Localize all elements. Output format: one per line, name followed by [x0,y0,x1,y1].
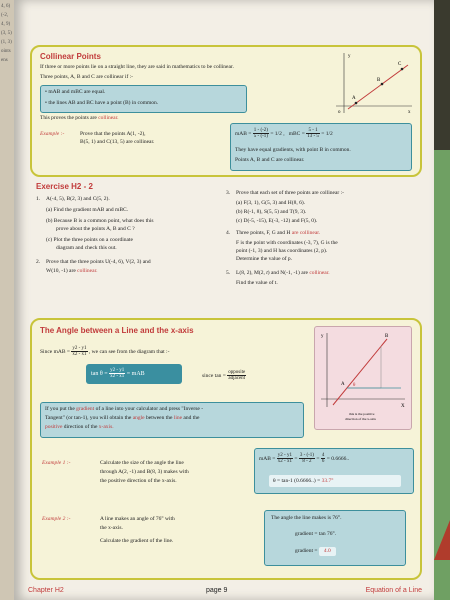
origin-label: o [338,110,341,115]
answer-badge: 4.0 [319,547,336,556]
collinear-diagram [332,51,414,123]
solution-line: The angle the line makes is 76°. [271,515,342,521]
example1-text: the positive direction of the x-axis. [100,478,177,484]
point-label: A [352,96,356,101]
example2-text: A line makes an angle of 76° with [100,516,175,522]
theta-label: θ [353,383,356,388]
example2-text: Calculate the gradient of the line. [100,538,174,544]
scrap-text: (1, 3) [1,40,12,45]
since-line: Since mAB = $\frac{y2 - y1}{x2 - x1}$ , we can see from the diagram that :- [40,346,170,357]
example2-solution [264,510,406,566]
solution-line: gradient = tan 76°. [295,531,337,537]
example-label: Example :- [40,131,65,137]
gradient-working: mAB = $\frac{1 - (-2)}{5 - (-1)}$ = 1/2 , mBC = $\frac{5 - 1}{13 - 5}$ = 1/2 [235,128,333,139]
footer-chapter: Chapter H2 [28,587,64,594]
section-title: The Angle between a Line and the x-axis [40,326,194,335]
conditions-panel [40,85,247,113]
since-tan: since tan = $\frac{\text{opposite}}{\text{adjacent}}$ [202,370,246,381]
scrap-text: 4, 6) [1,4,11,9]
angle-diagram [315,327,411,429]
point-label: C [398,62,402,67]
axis-label-x: x [408,110,411,115]
example1-text: through A(2, -1) and B(8, 3) makes with [100,469,189,475]
exercise-title: Exercise H2 - 2 [36,182,93,191]
axis-label-x: X [401,404,405,409]
tan-formula-panel: tan θ = $\frac{y2 - y1}{x2 - x1}$ = mAB [86,364,182,384]
point-label: A [341,382,345,387]
condition-text: Three points, A, B and C are collinear if :- [40,74,134,80]
proves-text: This proves the points are collinear. [40,115,119,121]
example2-label: Example 2 :- [42,516,71,522]
example1-solution [254,448,414,494]
gradients-note: They have equal gradients, with point B in common. [235,147,351,153]
conclusion-text: Points A, B and C are collinear. [235,157,305,163]
intro-text: If three or more points lie on a straight line, they are said in mathematics to be collinear. [40,64,234,70]
example1-label: Example 1 :- [42,460,71,466]
calculator-note: If you put the gradient of a line into your calculator and press "Inverse - Tangent" (or tan-1), you will obtain the angle between the line and the positive direction of the x-axis. [40,402,304,438]
footer-title: Equation of a Line [365,587,422,594]
angle-diagram-panel [314,326,412,430]
diagram-caption: this is the positive [349,412,375,416]
example1-text: Calculate the size of the angle the line [100,460,184,466]
condition-bullet: • mAB and mBC are equal. [45,89,106,95]
axis-label-y: y [348,54,351,59]
solution-line: gradient = 4.0 [295,547,336,556]
example-text: B(5, 1) and C(13, 5) are collinear. [80,139,155,145]
scrap-text: oints [1,49,11,54]
scrap-text: (-2, [1,13,9,18]
theta-result: θ = tan-1 (0.6666..) = 33.7° [269,475,401,487]
scrap-text: 4, 9) [1,22,11,27]
diagram-caption: direction of the x-axis [345,417,376,421]
angle-box [30,318,422,580]
section-title: Collinear Points [40,52,101,61]
example-text: Prove that the points A(1, -2), [80,131,146,137]
gradient-working: mAB = $\frac{y2 - y1}{x2 - x1}$ = $\frac{3 - (-1)}{8 - 2}$ = $\frac{4}{6}$ = 0.6666.. [259,453,350,464]
axis-label-y: y [321,334,324,339]
scrap-text: ens [1,58,8,63]
scrap-text: (3, 5) [1,31,12,36]
point-label: B [385,334,389,339]
example2-text: the x-axis. [100,525,123,531]
background-object [434,520,450,560]
solution-panel [230,123,412,171]
collinear-points-box [30,45,422,177]
condition-bullet: • the lines AB and BC have a point (B) in common. [45,100,159,106]
point-label: B [377,78,381,83]
footer-page: page 9 [206,587,228,594]
textbook-page: Collinear Points If three or more points lie on a straight line, they are said in mathematics to be collinear. Three points, A, B and C are collinear if :- • mAB and mBC are equal. • the lines AB and BC have a point (B) in common. This proves the points are collinear. Example :- Prove that the points A(1, -2), B(5, 1) and C(13, 5) are collinear. mAB = $\frac{1 - (-2)}{5 - (-1)}$ = 1/2 , mBC = $\frac{5 - 1}{13 - 5}$ = 1/2 They have equal gradients, with point B in common. Points A, B and C are collinear. y x o A B C Exercise H2 - 2 1. A(-4, 5), B(2, 3) and C(5, 2). (a) Find the gradient mAB and mBC. (b) Because B is a common point, what does this prove about the points A, B and C ? (c) Plot the three points on a coordinate diagram and check this out. 2. Prove that the three points U(-4, 6), V(2, 3) and W(10, -1) are collinear. 3. Prove that each set of three points are collinear :- (a) F(3, 1), G(5, 3) and H(8, 6). (b) R(-1, 8), S(5, 5) and T(9, 3). (c) D(-5, -15), E(-3, -12) and F(5, 0). 4. Three points, F, G and H are collinear. F is the point with coordinates (-3, 7), G is the point (-1, 3) and H has coordinates (2, p). Determine the value of p. 5. L(8, 2), M(2, t) and N(-1, -1) are collinear. Find the value of t. The Angle between a Line and the x-axis Since mAB = $\frac{y2 - y1}{x2 - x1}$ , we can see from the diagram that :- tan θ = $\frac{y2 - y1}{x2 - x1}$ = mAB since tan = $\frac{\text{opposite}}{\text{adjacent}}$ If you put the gradient of a line into your calculator and press "Inverse - Tangent" (or tan-1), you will obtain the angle between the line and the positive direction of the x-axis. y B A X θ this is the positive direction of the x-axis Example 1 :- Calculate the size of the angle the line through A(2, -1) and B(8, 3) makes with the positive direction of the x-axis. mAB = $\frac{y2 - y1}{x2 - x1}$ = $\frac{3 - (-1)}{8 - 2}$ = $\frac{4}{6}$ = 0.6666.. θ = tan-1 (0.6666..) = 33.7° Example 2 :- A line makes an angle of 76° with the x-axis. Calculate the gradient of the line. The angle the line makes is 76°. gradient = tan 76°. gradient = 4.0 Chapter H2 page 9 Equation of a Line [14,0,434,600]
